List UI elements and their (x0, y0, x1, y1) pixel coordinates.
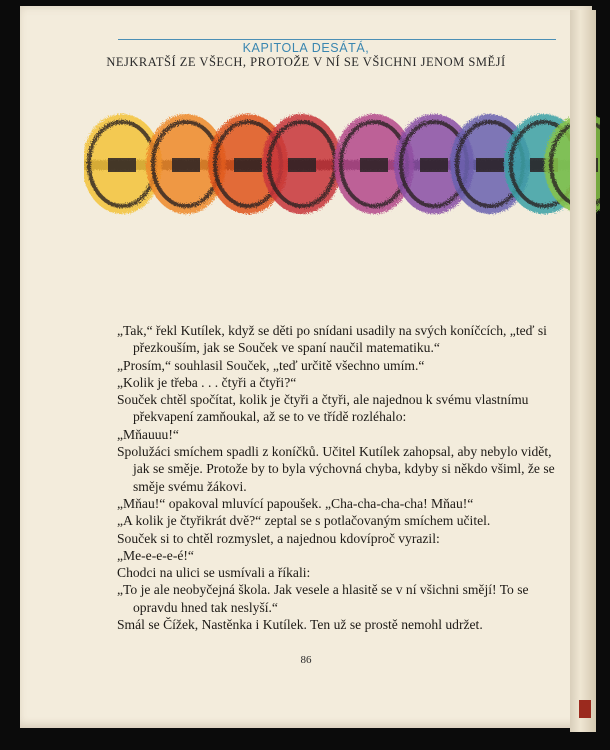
story-text (117, 322, 564, 633)
paragraph: „Me-e-e-e-é!“ (117, 547, 194, 563)
paragraph: Souček si to chtěl rozmyslet, a najednou kdovíproč vyrazil: (117, 530, 440, 546)
abacus-beads-icon (84, 98, 600, 228)
paragraph: Souček chtěl spočítat, kolik je čtyři a čtyři, ale najednou k svému vlastnímu překvapení zamňoukal, až se to ve třídě rozléhalo: (117, 392, 529, 425)
paragraph: „Mňau!“ opakoval mluvící papoušek. „Cha-cha-cha-cha! Mňau!“ (117, 495, 474, 511)
chapter-label: KAPITOLA DESÁTÁ, (242, 41, 370, 55)
book-page (20, 6, 592, 728)
paragraph: „Mňauuu!“ (117, 426, 179, 442)
paragraph: „To je ale neobyčejná škola. Jak vesele a hlasitě se v ní všichni smějí! To se opravdu hned tak neslyší.“ (117, 582, 529, 615)
paragraph: „A kolik je čtyřikrát dvě?“ zeptal se s potlačovaným smíchem učitel. (117, 513, 491, 529)
paragraph: Spolužáci smíchem spadli z koníčků. Učitel Kutílek zahopsal, aby nebylo vidět, jak se směje. Protože by to byla výchovná chyba, kdyby si někdo všiml, že se směje svému žákovi. (117, 444, 555, 494)
header-rule (118, 39, 556, 40)
chapter-title: NEJKRATŠÍ ZE VŠECH, PROTOŽE V NÍ SE VŠICHNI JENOM SMĚJÍ (106, 55, 506, 69)
paragraph: „Prosím,“ souhlasil Souček, „teď určitě všechno umím.“ (117, 357, 425, 373)
page-edge (570, 10, 596, 732)
abacus-bead (262, 114, 342, 214)
page-number: 86 (300, 654, 312, 666)
paragraph: „Tak,“ řekl Kutílek, když se děti po snídani usadily na svých koníčcích, „teď si přezkouším, jak se Souček ve spaní naučil matematiku.“ (117, 323, 547, 356)
paragraph: „Kolik je třeba . . . čtyři a čtyři?“ (117, 374, 297, 390)
paragraph: Chodci na ulici se usmívali a říkali: (117, 565, 311, 581)
paragraph: Smál se Čížek, Nastěnka i Kutílek. Ten už se prostě nemohl udržet. (117, 617, 483, 633)
